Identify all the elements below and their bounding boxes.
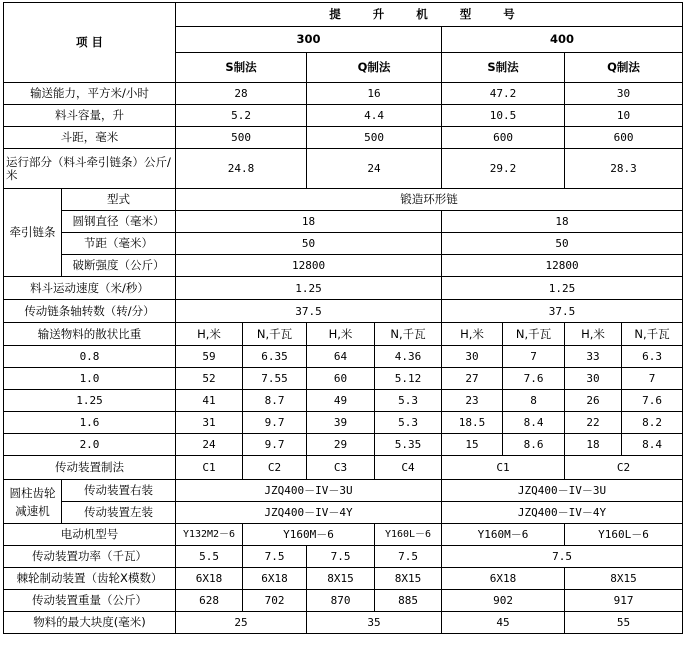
cell: 52 [176, 368, 243, 390]
cell: 47.2 [442, 83, 565, 105]
cell: 5.2 [176, 105, 307, 127]
cell: 628 [176, 590, 243, 612]
cell: 600 [565, 127, 683, 149]
cell: 35 [307, 612, 442, 634]
row-label-speed: 料斗运动速度（米/秒） [4, 277, 176, 300]
reducer-group-label [4, 480, 62, 524]
cell: Y132M2－6 [176, 524, 243, 546]
header-300-q: Q制法 [307, 53, 442, 83]
cell: 8.4 [622, 434, 683, 456]
reducer-right-label: 传动装置右装 [62, 480, 176, 502]
cell: 28 [176, 83, 307, 105]
cell: 23 [442, 390, 503, 412]
cell: 29 [307, 434, 375, 456]
cell: 24 [307, 149, 442, 189]
chain-pitch-label: 节距（毫米） [62, 233, 176, 255]
cell: 37.5 [442, 300, 683, 323]
cell: 8X15 [375, 568, 442, 590]
cell: 500 [307, 127, 442, 149]
cell: 8.6 [503, 434, 565, 456]
cell: 8X15 [307, 568, 375, 590]
cell: 7.5 [307, 546, 375, 568]
cell: 50 [176, 233, 442, 255]
cell: 6X18 [243, 568, 307, 590]
row-label-bucket-volume: 料斗容量，升 [4, 105, 176, 127]
cell: 7.6 [503, 368, 565, 390]
cell: 4.36 [375, 346, 442, 368]
cell: 27 [442, 368, 503, 390]
row-label-brake: 棘轮制动装置（齿轮X模数） [4, 568, 176, 590]
cell: 1.25 [442, 277, 683, 300]
cell: Y160L－6 [375, 524, 442, 546]
reducer-group-line1: 圆柱齿轮 [9, 485, 56, 500]
cell: 15 [442, 434, 503, 456]
cell: 8.7 [243, 390, 307, 412]
density-value: 2.0 [4, 434, 176, 456]
cell: 25 [176, 612, 307, 634]
cell: 18 [565, 434, 622, 456]
cell: C4 [375, 456, 442, 480]
cell: 7.6 [622, 390, 683, 412]
cell: 702 [243, 590, 307, 612]
cell: 10.5 [442, 105, 565, 127]
cell: 4.4 [307, 105, 442, 127]
cell: 30 [442, 346, 503, 368]
elevator-spec-table [3, 2, 683, 634]
row-label-max-size: 物料的最大块度(毫米) [4, 612, 176, 634]
n-header: N,千瓦 [243, 323, 307, 346]
cell: 12800 [176, 255, 442, 277]
cell: 8.2 [622, 412, 683, 434]
cell: 7 [622, 368, 683, 390]
row-label-motor: 电动机型号 [4, 524, 176, 546]
density-value: 1.25 [4, 390, 176, 412]
cell: 22 [565, 412, 622, 434]
row-label-density: 输送物料的散状比重 [4, 323, 176, 346]
cell: 9.7 [243, 412, 307, 434]
h-header: H,米 [442, 323, 503, 346]
cell: 7.5 [442, 546, 683, 568]
header-400: 400 [442, 27, 683, 53]
cell: 7.5 [375, 546, 442, 568]
cell: 41 [176, 390, 243, 412]
cell: 6.3 [622, 346, 683, 368]
cell: 49 [307, 390, 375, 412]
row-label-power: 传动装置功率（千瓦） [4, 546, 176, 568]
cell: C1 [442, 456, 565, 480]
cell: 10 [565, 105, 683, 127]
cell: 64 [307, 346, 375, 368]
cell: 39 [307, 412, 375, 434]
cell: 6X18 [176, 568, 243, 590]
cell: 5.12 [375, 368, 442, 390]
cell: JZQ400－IV－4Y [176, 502, 442, 524]
cell: JZQ400－IV－3U [442, 480, 683, 502]
cell: 8X15 [565, 568, 683, 590]
cell: 60 [307, 368, 375, 390]
density-value: 0.8 [4, 346, 176, 368]
cell: 8.4 [503, 412, 565, 434]
cell: 59 [176, 346, 243, 368]
row-label-weight: 传动装置重量（公斤） [4, 590, 176, 612]
cell: 9.7 [243, 434, 307, 456]
cell: 18.5 [442, 412, 503, 434]
cell: 16 [307, 83, 442, 105]
cell: C2 [565, 456, 683, 480]
cell: 12800 [442, 255, 683, 277]
cell: 26 [565, 390, 622, 412]
header-400-q: Q制法 [565, 53, 683, 83]
cell: 5.5 [176, 546, 243, 568]
cell: 870 [307, 590, 375, 612]
h-header: H,米 [565, 323, 622, 346]
chain-group-label: 牵引链条 [4, 189, 62, 277]
cell: 50 [442, 233, 683, 255]
h-header: H,米 [307, 323, 375, 346]
header-item: 项 目 [4, 3, 176, 83]
cell: 500 [176, 127, 307, 149]
cell: 28.3 [565, 149, 683, 189]
reducer-group-line2: 减速机 [15, 503, 50, 518]
cell: 30 [565, 368, 622, 390]
cell: C2 [243, 456, 307, 480]
chain-type-label: 型式 [62, 189, 176, 211]
cell: 7 [503, 346, 565, 368]
header-300: 300 [176, 27, 442, 53]
n-header: N,千瓦 [375, 323, 442, 346]
reducer-left-label: 传动装置左装 [62, 502, 176, 524]
row-label-moving-part: 运行部分（料斗牵引链条）公斤/米 [4, 149, 176, 189]
header-300-s: S制法 [176, 53, 307, 83]
cell: 18 [176, 211, 442, 233]
cell: 5.3 [375, 412, 442, 434]
row-label-drive-method: 传动装置制法 [4, 456, 176, 480]
cell: 37.5 [176, 300, 442, 323]
cell: 5.35 [375, 434, 442, 456]
cell: 600 [442, 127, 565, 149]
cell: 31 [176, 412, 243, 434]
cell: 6.35 [243, 346, 307, 368]
cell: 24.8 [176, 149, 307, 189]
cell: Y160L－6 [565, 524, 683, 546]
cell: C3 [307, 456, 375, 480]
n-header: N,千瓦 [503, 323, 565, 346]
cell: Y160M－6 [243, 524, 375, 546]
density-value: 1.0 [4, 368, 176, 390]
header-400-s: S制法 [442, 53, 565, 83]
cell: 55 [565, 612, 683, 634]
cell: 6X18 [442, 568, 565, 590]
cell: 33 [565, 346, 622, 368]
cell: 885 [375, 590, 442, 612]
cell: 5.3 [375, 390, 442, 412]
cell: 902 [442, 590, 565, 612]
cell: 30 [565, 83, 683, 105]
row-label-capacity: 输送能力，平方米/小时 [4, 83, 176, 105]
cell: C1 [176, 456, 243, 480]
chain-type-value: 锻造环形链 [176, 189, 683, 211]
cell: 29.2 [442, 149, 565, 189]
cell: Y160M－6 [442, 524, 565, 546]
cell: JZQ400－IV－3U [176, 480, 442, 502]
row-label-shaft-speed: 传动链条轴转数（转/分） [4, 300, 176, 323]
density-value: 1.6 [4, 412, 176, 434]
cell: 24 [176, 434, 243, 456]
cell: 7.55 [243, 368, 307, 390]
cell: 7.5 [243, 546, 307, 568]
h-header: H,米 [176, 323, 243, 346]
chain-strength-label: 破断强度（公斤） [62, 255, 176, 277]
cell: JZQ400－IV－4Y [442, 502, 683, 524]
header-model: 提 升 机 型 号 [176, 3, 683, 27]
cell: 8 [503, 390, 565, 412]
cell: 18 [442, 211, 683, 233]
chain-diameter-label: 圆钢直径（毫米） [62, 211, 176, 233]
cell: 45 [442, 612, 565, 634]
cell: 917 [565, 590, 683, 612]
n-header: N,千瓦 [622, 323, 683, 346]
row-label-bucket-pitch: 斗距，毫米 [4, 127, 176, 149]
cell: 1.25 [176, 277, 442, 300]
